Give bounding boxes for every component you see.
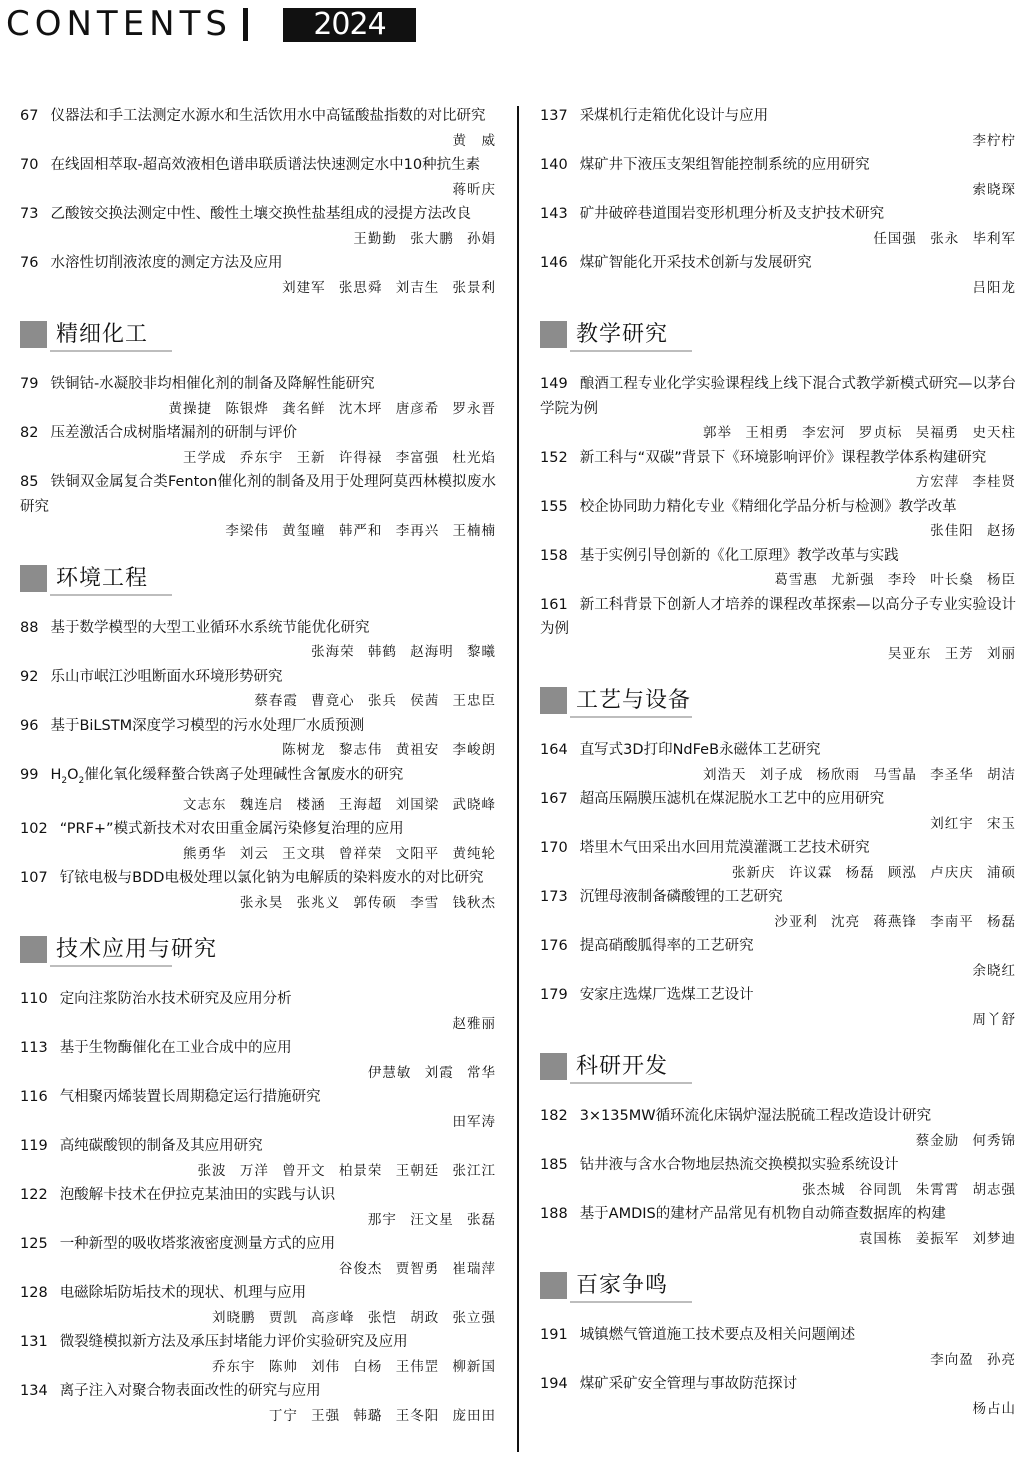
article-authors: 刘浩天 刘子成 杨欣雨 马雪晶 李圣华 胡洁 <box>703 766 1016 783</box>
article-title: 校企协同助力精化专业《精细化学品分析与检测》教学改革 <box>579 498 957 515</box>
toc-entry[interactable] <box>540 1202 1016 1251</box>
article-authors: 谷俊杰 贾智勇 崔瑞萍 <box>338 1260 496 1277</box>
page-number: 143 <box>540 206 568 222</box>
entry-title-line <box>540 153 1016 178</box>
toc-entry[interactable] <box>540 544 1016 593</box>
article-authors: 张海荣 韩鹤 赵海明 黎曦 <box>311 644 496 660</box>
entry-title-line <box>540 202 1016 227</box>
toc-entry[interactable] <box>20 421 496 470</box>
entry-title-line <box>540 544 1016 569</box>
article-title: 仪器法和手工法测定水源水和生活饮用水中高锰酸盐指数的对比研究 <box>50 108 486 124</box>
section-title: 技术应用与研究 <box>56 937 218 963</box>
section-title: 百家争鸣 <box>576 1273 669 1298</box>
entry-title-line <box>20 104 496 129</box>
page-number: 137 <box>540 108 568 124</box>
article-title: 一种新型的吸收塔浆液密度测量方式的应用 <box>59 1236 336 1253</box>
toc-entry[interactable] <box>20 714 496 763</box>
article-title: 在线固相萃取-超高效液相色谱串联质谱法快速测定水中10种抗生素 <box>50 157 481 173</box>
toc-entry[interactable] <box>20 817 496 866</box>
page-number: 179 <box>540 987 568 1003</box>
entry-title-line <box>20 1232 496 1257</box>
article-authors: 张佳阳 赵扬 <box>930 523 1016 539</box>
article-authors: 葛雪惠 尤新强 李玲 叶长燊 杨臣 <box>774 572 1016 588</box>
page-header <box>0 0 1034 76</box>
article-authors: 田军涛 <box>452 1113 496 1130</box>
page-number: 102 <box>20 821 48 838</box>
article-title: 基于数学模型的大型工业循环水系统节能优化研究 <box>50 619 370 636</box>
article-title: 酿酒工程专业化学实验课程线上线下混合式教学新模式研究—以茅台学院为例 <box>540 376 1016 417</box>
entry-title-line <box>540 1104 1016 1129</box>
entry-title-line <box>540 983 1016 1008</box>
article-authors: 蒋昕庆 <box>452 181 496 198</box>
page-number: 170 <box>540 840 568 856</box>
page-number: 92 <box>20 668 39 685</box>
article-title: $H_2O_2$催化氧化缓释螯合铁离子处理碱性含氰废水的研究 <box>50 766 404 786</box>
toc-entry[interactable] <box>540 495 1016 544</box>
article-authors: 张波 万洋 曾开文 柏景荣 王朝廷 张江江 <box>197 1162 496 1179</box>
article-authors: 周丫舒 <box>972 1011 1016 1028</box>
article-title: 定向注浆防治水技术研究及应用分析 <box>59 991 292 1008</box>
toc-entry[interactable] <box>540 202 1016 251</box>
entry-title-line <box>20 1281 496 1306</box>
page-number: 125 <box>20 1236 48 1253</box>
toc-entry[interactable] <box>540 885 1016 934</box>
entry-title-line <box>540 1153 1016 1178</box>
section-title: 工艺与设备 <box>576 688 692 713</box>
toc-entry[interactable] <box>540 153 1016 202</box>
section-title: 环境工程 <box>56 565 149 591</box>
page-number: 128 <box>20 1285 48 1302</box>
right-column <box>540 104 1016 1421</box>
page-number: 70 <box>20 157 39 173</box>
toc-entry[interactable] <box>20 987 496 1036</box>
article-title: 矿井破碎巷道围岩变形机理分析及支护技术研究 <box>579 206 885 222</box>
entry-title-line <box>540 885 1016 910</box>
article-title: 铁铜钴-水凝胶非均相催化剂的制备及降解性能研究 <box>50 376 375 392</box>
section-heading <box>540 1271 1016 1305</box>
article-title: 钌铱电极与BDD电极处理以氯化钠为电解质的染料废水的对比研究 <box>59 870 484 887</box>
section-heading <box>540 1052 1016 1086</box>
article-authors: 乔东宇 陈帅 刘伟 白杨 王伟罡 柳新国 <box>212 1358 496 1375</box>
toc-entry[interactable] <box>540 593 1016 667</box>
article-title: 乙酸铵交换法测定中性、酸性土壤交换性盐基组成的浸提方法改良 <box>50 206 471 222</box>
article-title: 离子注入对聚合物表面改性的研究与应用 <box>59 1383 321 1400</box>
article-authors: 蔡春霞 曹竟心 张兵 侯茜 王忠臣 <box>254 693 496 709</box>
article-title: 新工科背景下创新人才培养的课程改革探索—以高分子专业实验设计为例 <box>540 596 1016 637</box>
article-authors: 蔡金励 何秀锦 <box>915 1132 1016 1149</box>
article-title: 微裂缝模拟新方法及承压封堵能力评价实验研究及应用 <box>59 1334 408 1351</box>
section-heading <box>20 564 496 598</box>
page-number: 164 <box>540 742 568 758</box>
article-authors: 余晓红 <box>972 962 1016 979</box>
article-authors: 李向盈 孙亮 <box>930 1351 1016 1368</box>
article-title: 基于AMDIS的建材产品常见有机物自动筛查数据库的构建 <box>579 1206 946 1222</box>
section-marker-icon <box>20 936 47 963</box>
article-title: 煤矿井下液压支架组智能控制系统的应用研究 <box>579 157 870 173</box>
entry-title-line <box>540 446 1016 471</box>
toc-entry[interactable] <box>540 983 1016 1032</box>
section-underline <box>570 1301 692 1303</box>
section-underline <box>570 1082 692 1084</box>
page-number: 67 <box>20 108 39 124</box>
article-authors: 沙亚利 沈亮 蒋燕锋 李南平 杨磊 <box>774 913 1016 930</box>
toc-entry[interactable] <box>20 866 496 915</box>
page-number: 73 <box>20 206 39 222</box>
toc-entry[interactable] <box>20 153 496 202</box>
toc-entry[interactable] <box>20 1232 496 1281</box>
entry-title-line <box>540 934 1016 959</box>
article-authors: 吴亚东 王芳 刘丽 <box>887 645 1016 662</box>
page-number: 155 <box>540 498 568 515</box>
section-marker-icon <box>540 1053 567 1080</box>
toc-entry[interactable] <box>20 1036 496 1085</box>
entry-title-line <box>540 787 1016 812</box>
section-heading <box>20 320 496 354</box>
entry-title-line <box>20 817 496 842</box>
entry-title-line <box>20 372 496 397</box>
page-number: 76 <box>20 255 39 271</box>
page-number: 79 <box>20 376 39 392</box>
toc-entry[interactable] <box>20 1281 496 1330</box>
toc-entry[interactable] <box>540 1104 1016 1153</box>
page-number: 182 <box>540 1108 568 1124</box>
entry-title-line <box>20 1036 496 1061</box>
article-authors: 张永昊 张兆义 郭传硕 李雪 钱秋杰 <box>239 894 496 911</box>
section-heading <box>20 935 496 969</box>
page-number: 152 <box>540 449 568 466</box>
article-title: 采煤机行走箱优化设计与应用 <box>579 108 769 124</box>
article-title: 超高压隔膜压滤机在煤泥脱水工艺中的应用研究 <box>579 791 885 807</box>
page-number: 96 <box>20 717 39 734</box>
section-underline <box>570 716 692 718</box>
article-title: 电磁除垢防垢技术的现状、机理与应用 <box>59 1285 307 1302</box>
article-authors: 王学成 乔东宇 王新 许得禄 李富强 杜光焰 <box>183 449 496 466</box>
section-marker-icon <box>20 565 47 592</box>
article-title: 新工科与“双碳”背景下《环境影响评价》课程教学体系构建研究 <box>579 449 987 466</box>
article-title: 钻井液与含水合物地层热流交换模拟实验系统设计 <box>579 1157 899 1173</box>
toc-entry[interactable] <box>20 1085 496 1134</box>
toc-entry[interactable] <box>540 934 1016 983</box>
page-number: 188 <box>540 1206 568 1222</box>
article-title: 煤矿智能化开采技术创新与发展研究 <box>579 255 812 271</box>
entry-title-line <box>20 470 496 519</box>
section-marker-icon <box>540 321 567 348</box>
page-number: 113 <box>20 1040 48 1057</box>
article-title: 基于生物酶催化在工业合成中的应用 <box>59 1040 292 1057</box>
entry-title-line <box>20 1330 496 1355</box>
article-authors: 杨占山 <box>972 1400 1016 1417</box>
entry-title-line <box>20 251 496 276</box>
entry-title-line <box>20 202 496 227</box>
article-title: 水溶性切削液浓度的测定方法及应用 <box>50 255 283 271</box>
article-title: 城镇燃气管道施工技术要点及相关问题阐述 <box>579 1327 856 1343</box>
section-heading <box>540 686 1016 720</box>
entry-title-line <box>20 763 496 793</box>
entry-title-line <box>20 1379 496 1404</box>
toc-entry[interactable] <box>540 372 1016 446</box>
column-divider <box>517 106 519 1452</box>
article-authors: 王勤勤 张大鹏 孙娟 <box>353 230 496 247</box>
toc-entry[interactable] <box>20 202 496 251</box>
article-title: 气相聚丙烯装置长周期稳定运行措施研究 <box>59 1089 321 1106</box>
section-underline <box>50 350 172 352</box>
section-title: 教学研究 <box>576 322 669 347</box>
article-title: 安家庄选煤厂选煤工艺设计 <box>579 987 754 1003</box>
article-authors: 熊勇华 刘云 王文琪 曾祥荣 文阳平 黄纯轮 <box>183 845 496 862</box>
article-title: 沉锂母液制备磷酸锂的工艺研究 <box>579 889 783 905</box>
page-number: 158 <box>540 547 568 564</box>
article-title: 提高硝酸胍得率的工艺研究 <box>579 938 754 954</box>
entry-title-line <box>540 1323 1016 1348</box>
section-underline <box>570 350 692 352</box>
article-title: 基于实例引导创新的《化工原理》教学改革与实践 <box>579 547 899 564</box>
toc-entry[interactable] <box>20 763 496 818</box>
page-number: 119 <box>20 1138 48 1155</box>
toc-entry[interactable] <box>540 1153 1016 1202</box>
page-number: 134 <box>20 1383 48 1400</box>
article-authors: 张新庆 许议霖 杨磊 顾泓 卢庆庆 浦硕 <box>732 864 1016 881</box>
article-title: 3×135MW循环流化床锅炉湿法脱硫工程改造设计研究 <box>579 1108 932 1124</box>
section-underline <box>50 965 172 967</box>
entry-title-line <box>20 714 496 739</box>
page-number: 85 <box>20 474 39 490</box>
page-number: 88 <box>20 619 39 636</box>
toc-entry[interactable] <box>20 470 496 544</box>
article-title: 塔里木气田采出水回用荒漠灌溉工艺技术研究 <box>579 840 870 856</box>
section-title: 科研开发 <box>576 1054 669 1079</box>
page-number: 176 <box>540 938 568 954</box>
toc-entry[interactable] <box>20 372 496 421</box>
article-title: 乐山市岷江沙咀断面水环境形势研究 <box>50 668 283 685</box>
toc-entry[interactable] <box>20 104 496 153</box>
toc-entry[interactable] <box>540 787 1016 836</box>
entry-title-line <box>20 987 496 1012</box>
toc-entry[interactable] <box>20 1183 496 1232</box>
page-number: 146 <box>540 255 568 271</box>
article-authors: 黄操捷 陈银烨 龚名鲜 沈木坪 唐彦希 罗永晋 <box>168 400 496 417</box>
article-authors: 李柠柠 <box>972 132 1016 149</box>
article-authors: 方宏萍 李桂贤 <box>915 474 1016 490</box>
entry-title-line <box>20 421 496 446</box>
entry-title-line <box>20 153 496 178</box>
article-authors: 那宇 汪文星 张磊 <box>367 1211 496 1228</box>
article-title: 煤矿采矿安全管理与事故防范探讨 <box>579 1376 798 1392</box>
toc-entry[interactable] <box>20 665 496 714</box>
article-title: 压差激活合成树脂堵漏剂的研制与评价 <box>50 425 297 441</box>
entry-title-line <box>540 1372 1016 1397</box>
page-number: 149 <box>540 376 568 392</box>
page-number: 82 <box>20 425 39 441</box>
toc-entry[interactable] <box>540 836 1016 885</box>
toc-entry[interactable] <box>20 1379 496 1428</box>
article-authors: 任国强 张永 毕利军 <box>873 230 1016 247</box>
entry-title-line <box>20 866 496 891</box>
section-marker-icon <box>540 687 567 714</box>
entry-title-line <box>540 251 1016 276</box>
entry-title-line <box>20 1183 496 1208</box>
article-authors: 刘建军 张思舜 刘吉生 张景利 <box>282 279 496 296</box>
article-authors: 赵雅丽 <box>452 1015 496 1032</box>
page-number: 99 <box>20 766 39 783</box>
page-number: 194 <box>540 1376 568 1392</box>
contents-title: CONTENTS <box>6 4 232 44</box>
article-authors: 刘晓鹏 贾凯 高彦峰 张恺 胡政 张立强 <box>212 1309 496 1326</box>
article-authors: 伊慧敏 刘霞 常华 <box>367 1064 496 1081</box>
entry-title-line <box>540 372 1016 421</box>
article-authors: 刘红宇 宋玉 <box>930 815 1016 832</box>
section-title: 精细化工 <box>56 322 149 347</box>
article-authors: 郭举 王相勇 李宏河 罗贞标 吴福勇 史天柱 <box>703 425 1016 441</box>
toc-entry[interactable] <box>540 738 1016 787</box>
entry-title-line <box>540 104 1016 129</box>
entry-title-line <box>540 1202 1016 1227</box>
section-underline <box>50 594 172 596</box>
entry-title-line <box>20 616 496 641</box>
article-title: 高纯碳酸钡的制备及其应用研究 <box>59 1138 263 1155</box>
page-number: 110 <box>20 991 48 1008</box>
article-authors: 文志东 魏连启 楼涵 王海超 刘国梁 武晓峰 <box>183 796 496 813</box>
article-title: 铁铜双金属复合类Fenton催化剂的制备及用于处理阿莫西林模拟废水研究 <box>20 474 496 515</box>
page-number: 140 <box>540 157 568 173</box>
entry-title-line <box>20 665 496 690</box>
toc-entry[interactable] <box>540 1323 1016 1372</box>
toc-entry[interactable] <box>540 446 1016 495</box>
article-authors: 索晓琛 <box>972 181 1016 198</box>
article-authors: 黄 威 <box>452 132 496 149</box>
article-authors: 丁宁 王强 韩璐 王冬阳 庞田田 <box>268 1407 496 1424</box>
toc-entry[interactable] <box>540 1372 1016 1421</box>
toc-entry[interactable] <box>20 1330 496 1379</box>
header-separator <box>243 8 248 41</box>
issue-badge: 2024 •05 <box>283 8 416 42</box>
section-heading <box>540 320 1016 354</box>
page-number: 161 <box>540 596 568 613</box>
toc-entry[interactable] <box>540 251 1016 300</box>
entry-title-line <box>540 738 1016 763</box>
page-number: 185 <box>540 1157 568 1173</box>
toc-entry[interactable] <box>540 104 1016 153</box>
section-marker-icon <box>540 1272 567 1299</box>
page-number: 107 <box>20 870 48 887</box>
article-authors: 吕阳龙 <box>972 279 1016 296</box>
toc-entry[interactable] <box>20 1134 496 1183</box>
article-title: “PRF+”模式新技术对农田重金属污染修复治理的应用 <box>59 821 404 838</box>
entry-title-line <box>540 495 1016 520</box>
article-authors: 陈树龙 黎志伟 黄祖安 李峻朗 <box>282 742 496 758</box>
page-number: 122 <box>20 1187 48 1204</box>
entry-title-line <box>20 1134 496 1159</box>
article-title: 泡酸解卡技术在伊拉克某油田的实践与认识 <box>59 1187 336 1204</box>
page-number: 191 <box>540 1327 568 1343</box>
entry-title-line <box>540 836 1016 861</box>
page-number: 131 <box>20 1334 48 1351</box>
article-authors: 张杰城 谷同凯 朱霄霄 胡志强 <box>802 1181 1016 1198</box>
page-number: 116 <box>20 1089 48 1106</box>
article-title: 基于BiLSTM深度学习模型的污水处理厂水质预测 <box>50 717 365 734</box>
article-title: 直写式3D打印NdFeB永磁体工艺研究 <box>579 742 821 758</box>
entry-title-line <box>540 593 1016 642</box>
toc-entry[interactable] <box>20 251 496 300</box>
article-authors: 李梁伟 黄玺曈 韩严和 李再兴 王楠楠 <box>225 523 496 539</box>
entry-title-line <box>20 1085 496 1110</box>
page-number: 167 <box>540 791 568 807</box>
page-number: 173 <box>540 889 568 905</box>
section-marker-icon <box>20 321 47 348</box>
article-authors: 袁国栋 姜振军 刘梦迪 <box>858 1230 1016 1247</box>
toc-entry[interactable] <box>20 616 496 665</box>
left-column <box>20 104 496 1428</box>
